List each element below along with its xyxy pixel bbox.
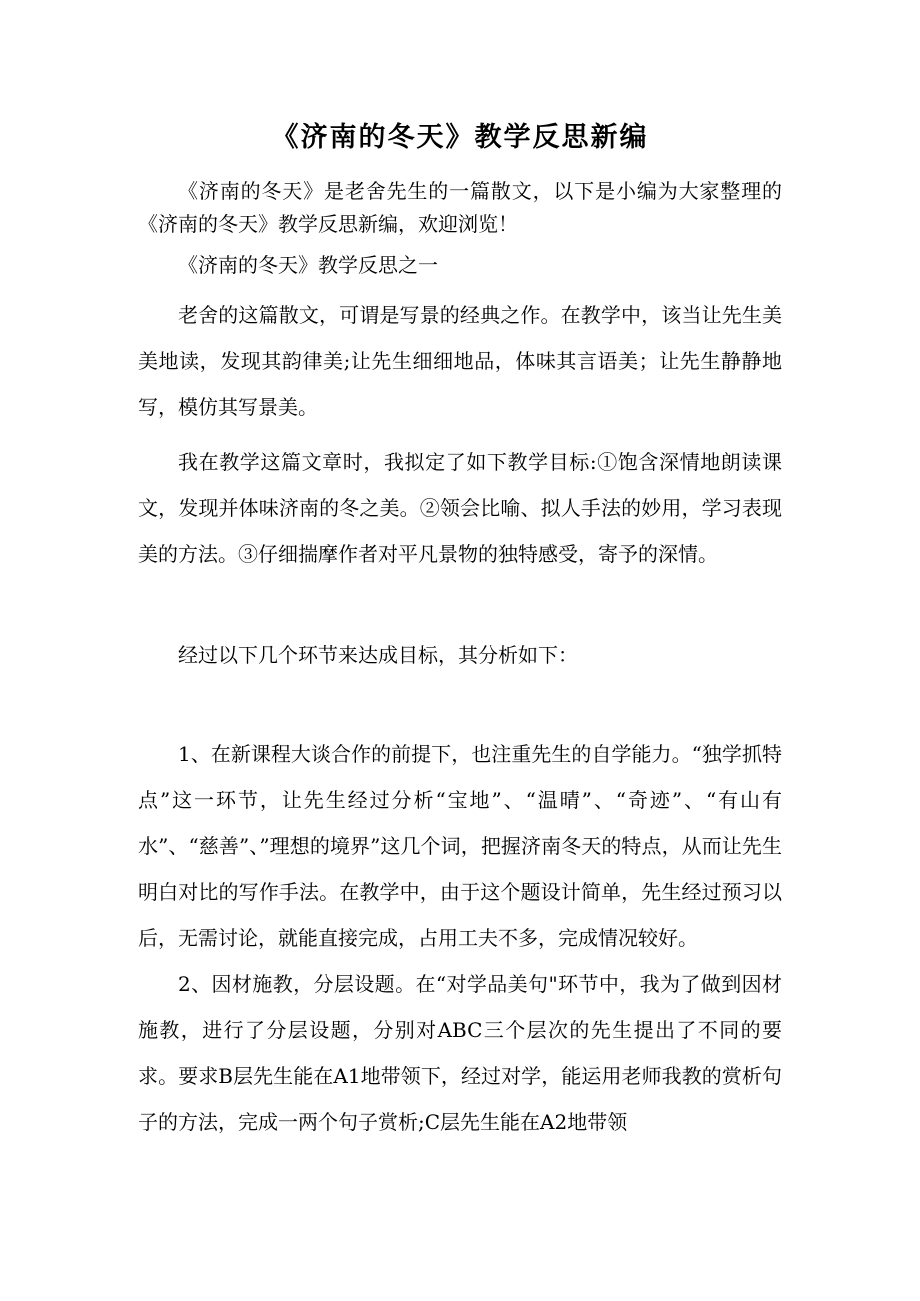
intro-paragraph: 《济南的冬天》是老舍先生的一篇散文，以下是小编为大家整理的《济南的冬天》教学反思新编，欢迎浏览！ [138,179,782,236]
body-paragraph: 我在教学这篇文章时，我拟定了如下教学目标:①饱含深情地朗读课文，发现并体味济南的冬之美。②领会比喻、拟人手法的妙用，学习表现美的方法。③仔细揣摩作者对平凡景物的独特感受，寄予的深情。 [138,450,782,566]
section-subheading: 《济南的冬天》教学反思之一 [178,253,438,277]
body-paragraph: 2、因材施教，分层设题。在“对学品美句"环节中，我为了做到因材施教，进行了分层设题，分别对ABC三个层次的先生提出了不同的要求。要求B层先生能在A1地带领下，经过对学，能运用老师我教的赏析句子的方法，完成一两个句子赏析;C层先生能在A2地带领 [138,972,782,1134]
document-title: 《济南的冬天》教学反思新编 [271,122,649,153]
body-paragraph: 1、在新课程大谈合作的前提下，也注重先生的自学能力。“独学抓特点”这一环节，让先生经过分析“宝地”、“温晴”、“奇迹”、“有山有水”、“慈善”、”理想的境界”这几个词，把握济南冬天的特点，从而让先生明白对比的写作手法。在教学中，由于这个题设计简单，先生经过预习以后，无需讨论，就能直接完成，占用工夫不多，完成情况较好。 [138,742,782,950]
body-paragraph: 老舍的这篇散文，可谓是写景的经典之作。在教学中，该当让先生美美地读，发现其韵律美;让先生细细地品，体味其言语美；让先生静静地写，模仿其写景美。 [138,303,782,419]
body-paragraph: 经过以下几个环节来达成目标，其分析如下： [178,643,578,667]
